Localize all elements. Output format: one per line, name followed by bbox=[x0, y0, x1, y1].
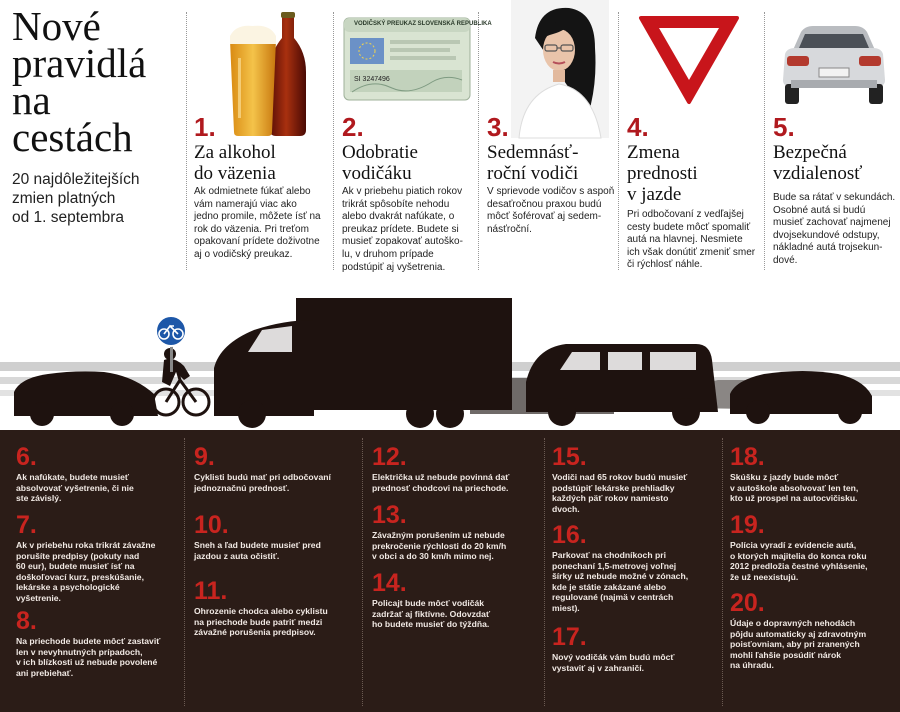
item-heading bbox=[194, 142, 324, 184]
text-line: Vodiči nad 65 rokov budú musieť bbox=[552, 472, 688, 482]
item-number: 4. bbox=[627, 112, 649, 142]
item-body bbox=[487, 186, 621, 236]
item-number: 3. bbox=[487, 112, 509, 142]
text-line: jednoznačnú prednosť. bbox=[194, 482, 290, 493]
body-line: Ak v priebehu piatich rokov bbox=[342, 186, 463, 197]
text-line: o ktorých majitelia do konca roku bbox=[730, 550, 867, 561]
item-text bbox=[16, 540, 182, 604]
item-number: 1. bbox=[194, 112, 216, 142]
body-line: aj o vodičský preukaz. bbox=[194, 248, 293, 260]
item-body bbox=[627, 209, 761, 272]
body-line: cesty budete môcť spomaliť bbox=[627, 221, 751, 233]
item-body bbox=[342, 186, 476, 274]
text-line: Ak v priebehu roka trikrát závažne bbox=[16, 540, 156, 550]
top-item-1 bbox=[188, 0, 328, 290]
rule-item-19 bbox=[730, 512, 894, 582]
text-line: Cyklisti budú mať pri odbočovaní bbox=[194, 472, 331, 482]
text-line: Ak nafúkate, budete musieť bbox=[16, 472, 129, 482]
text-line: len v nevyhnutných prípadoch, bbox=[16, 646, 143, 657]
yield-sign-icon bbox=[637, 14, 741, 106]
text-line: absolvovať vyšetrenie, či nie bbox=[16, 482, 134, 493]
body-line: preukaz prídete. Budete si bbox=[342, 223, 459, 235]
item-number: 10. bbox=[194, 511, 229, 539]
body-line: dové. bbox=[773, 254, 798, 266]
text-line: Ohrozenie chodca alebo cyklistu bbox=[194, 606, 328, 616]
item-number: 17. bbox=[552, 623, 587, 651]
body-line: rok do väzenia. Pri treťom bbox=[194, 223, 309, 235]
text-line: na úhradu. bbox=[730, 660, 774, 671]
top-item-4 bbox=[621, 0, 761, 290]
text-line: Skúšku z jazdy bude môcť bbox=[730, 472, 839, 482]
text-line: Polícia vyradí z evidencie autá, bbox=[730, 540, 857, 550]
road-scene-illustration bbox=[0, 290, 900, 430]
heading-line: prednosti bbox=[627, 163, 698, 184]
text-line: dvoch. bbox=[552, 503, 580, 514]
item-text bbox=[16, 472, 182, 504]
beer-glass-and-bottle-icon bbox=[228, 10, 312, 138]
minivan-windows bbox=[560, 352, 696, 370]
heading-line: v jazde bbox=[627, 184, 682, 205]
bottom-rules-panel bbox=[0, 430, 900, 712]
item-text bbox=[16, 636, 182, 678]
item-text bbox=[194, 606, 354, 638]
body-line: Osobné autá si budú bbox=[773, 204, 866, 216]
rule-item-12 bbox=[372, 444, 536, 493]
bottom-column-3 bbox=[372, 430, 536, 712]
body-line: musieť zopakovať autoško- bbox=[342, 236, 463, 248]
item-number: 18. bbox=[730, 443, 765, 471]
car-rear-view-icon bbox=[781, 24, 887, 106]
bottom-column-1 bbox=[16, 430, 182, 712]
body-line: násťroční. bbox=[487, 223, 532, 235]
rule-item-20 bbox=[730, 590, 894, 671]
text-line: miest). bbox=[552, 602, 580, 613]
text-line: 60 eur), budete musieť ísť na bbox=[16, 561, 135, 572]
item-text bbox=[372, 530, 536, 562]
body-line: lu, v druhom prípade bbox=[342, 248, 434, 260]
heading-line: vzdialenosť bbox=[773, 163, 863, 184]
column-divider bbox=[186, 12, 187, 270]
text-line: zadržať aj fiktívne. Odovzdať bbox=[372, 608, 491, 619]
heading-line: Odobratie bbox=[342, 142, 418, 163]
driving-license-card-icon bbox=[344, 18, 492, 100]
item-body bbox=[194, 186, 328, 262]
text-line: Parkovať na chodníkoch pri bbox=[552, 550, 666, 560]
column-divider bbox=[764, 12, 765, 270]
rule-item-14 bbox=[372, 570, 536, 630]
text-line: Električka už nebude povinná dať bbox=[372, 472, 510, 482]
item-number: 19. bbox=[730, 511, 765, 539]
item-number: 20. bbox=[730, 589, 765, 617]
rule-item-7 bbox=[16, 512, 182, 604]
heading-line: do väzenia bbox=[194, 163, 276, 184]
item-text bbox=[552, 652, 716, 673]
rule-item-6 bbox=[16, 444, 182, 504]
item-number: 2. bbox=[342, 112, 364, 142]
top-item-2 bbox=[336, 0, 492, 290]
subtitle-line: zmien platných bbox=[12, 190, 116, 207]
column-divider bbox=[362, 438, 363, 706]
text-line: lekárske a psychologické bbox=[16, 582, 120, 593]
item-number: 8. bbox=[16, 607, 37, 635]
body-line: vám namerajú viac ako bbox=[194, 198, 297, 210]
body-line: Bude sa rátať v sekundách. bbox=[773, 192, 896, 203]
title-block bbox=[12, 3, 187, 227]
body-line: Ak odmietnete fúkať alebo bbox=[194, 186, 311, 197]
item-heading bbox=[342, 142, 472, 184]
item-number: 5. bbox=[773, 112, 795, 142]
body-line: podstúpiť aj vyšetrenia. bbox=[342, 261, 446, 273]
column-divider bbox=[544, 438, 545, 706]
bottom-column-2 bbox=[194, 430, 354, 712]
item-number: 14. bbox=[372, 569, 407, 597]
item-text bbox=[730, 472, 894, 504]
title-line: pravidlá bbox=[12, 40, 147, 86]
item-text bbox=[552, 472, 716, 514]
title-line: na bbox=[12, 77, 51, 123]
text-line: 2012 predložia čestné vyhlásenie, bbox=[730, 561, 868, 572]
top-item-3 bbox=[481, 0, 619, 290]
item-text bbox=[730, 618, 894, 671]
item-number: 6. bbox=[16, 443, 37, 471]
text-line: Údaje o dopravných nehodách bbox=[730, 618, 856, 628]
text-line: podstúpiť lekárske prehliadky bbox=[552, 482, 675, 493]
license-header-text: VODIČSKÝ PREUKAZ SLOVENSKÁ REPUBLIKA bbox=[354, 21, 492, 27]
item-number: 7. bbox=[16, 511, 37, 539]
text-line: kde je státie zakázané alebo bbox=[552, 581, 667, 592]
column-divider bbox=[618, 12, 619, 270]
text-line: Na priechode budete môcť zastaviť bbox=[16, 636, 161, 646]
body-line: či rýchlosť náhle. bbox=[627, 259, 703, 271]
heading-line: roční vodiči bbox=[487, 163, 579, 184]
item-number: 11. bbox=[194, 577, 228, 605]
text-line: regulované (najmä v centrách bbox=[552, 592, 674, 603]
body-line: Pri odbočovaní z vedľajšej bbox=[627, 209, 744, 220]
car-silhouette-right bbox=[730, 371, 872, 424]
page-title bbox=[12, 3, 187, 160]
item-text bbox=[194, 472, 354, 493]
bottom-column-4 bbox=[552, 430, 716, 712]
rule-item-10 bbox=[194, 512, 354, 561]
text-line: vyšetrenie. bbox=[16, 592, 61, 603]
item-body bbox=[773, 192, 900, 268]
text-line: šírky už nebude možné v zónach, bbox=[552, 571, 689, 582]
text-line: ho budete musieť do týždňa. bbox=[372, 619, 490, 630]
item-text bbox=[372, 472, 536, 493]
page-subtitle bbox=[12, 170, 187, 227]
item-heading bbox=[773, 142, 899, 184]
text-line: prednosť chodcovi na priechode. bbox=[372, 482, 509, 493]
body-line: V sprievode vodičov s aspoň bbox=[487, 186, 615, 197]
text-line: Sneh a ľad budete musieť pred bbox=[194, 540, 321, 550]
body-line: autá na hlavnej. Nesmiete bbox=[627, 234, 743, 246]
body-line: alebo dvakrát nafúkate, o bbox=[342, 211, 455, 223]
item-text bbox=[552, 550, 716, 614]
body-line: opakovaní prídete doživotne bbox=[194, 236, 320, 248]
license-number: SI 3247496 bbox=[354, 76, 390, 83]
text-line: že už neexistujú. bbox=[730, 571, 799, 582]
title-line: cestách bbox=[12, 114, 133, 160]
rule-item-8 bbox=[16, 608, 182, 678]
rule-item-17 bbox=[552, 624, 716, 673]
text-line: Nový vodičák vám budú môcť bbox=[552, 652, 675, 662]
text-line: každých päť rokov namiesto bbox=[552, 493, 669, 504]
text-line: pôjdu automaticky aj zdravotným bbox=[730, 628, 867, 639]
rule-item-9 bbox=[194, 444, 354, 493]
rule-item-18 bbox=[730, 444, 894, 504]
column-divider bbox=[722, 438, 723, 706]
text-line: závažné porušenia predpisov. bbox=[194, 627, 316, 638]
heading-line: vodičáku bbox=[342, 163, 412, 184]
text-line: ponechaní 1,5-metrovej voľnej bbox=[552, 560, 677, 571]
young-woman-photo bbox=[511, 0, 609, 138]
heading-line: Bezpečná bbox=[773, 142, 847, 163]
text-line: poisťovniam, aby pri zranených bbox=[730, 639, 860, 650]
body-line: desaťročnou praxou budú bbox=[487, 198, 602, 210]
item-heading bbox=[487, 142, 617, 184]
text-line: v ich blízkosti už nebude povolené bbox=[16, 657, 158, 668]
text-line: kto už prospel na autocvičisku. bbox=[730, 493, 858, 504]
column-divider bbox=[478, 12, 479, 270]
heading-line: Zmena bbox=[627, 142, 680, 163]
truck-silhouette bbox=[214, 298, 512, 428]
subtitle-line: od 1. septembra bbox=[12, 209, 125, 226]
item-number: 13. bbox=[372, 501, 407, 529]
item-text bbox=[194, 540, 354, 561]
bottom-column-5 bbox=[730, 430, 894, 712]
column-divider bbox=[333, 12, 334, 270]
item-number: 12. bbox=[372, 443, 407, 471]
body-line: jedno promile, môžete ísť na bbox=[194, 211, 321, 223]
subtitle-line: 20 najdôležitejších bbox=[12, 171, 140, 188]
text-line: vystaviť aj v zahraničí. bbox=[552, 662, 645, 673]
item-heading bbox=[627, 142, 757, 205]
body-line: dvojsekundové odstupy, bbox=[773, 229, 880, 241]
item-number: 16. bbox=[552, 521, 587, 549]
column-divider bbox=[184, 438, 185, 706]
text-line: doškoľovací kurz, preskúšanie, bbox=[16, 571, 144, 582]
heading-line: Za alkohol bbox=[194, 142, 276, 163]
rule-item-16 bbox=[552, 522, 716, 614]
item-number: 15. bbox=[552, 443, 587, 471]
body-line: trikrát spôsobíte nehodu bbox=[342, 198, 450, 210]
body-line: ich však donútiť zmeniť smer bbox=[627, 246, 756, 258]
text-line: na priechode bude patriť medzi bbox=[194, 616, 323, 627]
item-text bbox=[730, 540, 894, 582]
text-line: v obci a do 30 km/h mimo nej. bbox=[372, 551, 494, 562]
body-line: môcť šoférovať aj sedem- bbox=[487, 211, 602, 223]
rule-item-11 bbox=[194, 578, 354, 638]
title-line: Nové bbox=[12, 3, 101, 49]
text-line: Závažným porušením už nebude bbox=[372, 530, 505, 540]
body-line: musieť zachovať najmenej bbox=[773, 217, 891, 229]
text-line: prekročenie rýchlosti do 20 km/h bbox=[372, 540, 507, 551]
text-line: porušíte predpisy (pokuty nad bbox=[16, 550, 140, 561]
rule-item-15 bbox=[552, 444, 716, 514]
text-line: v autoškole absolvovať len ten, bbox=[730, 482, 859, 493]
text-line: ani prebiehať. bbox=[16, 667, 74, 678]
text-line: Policajt bude môcť vodičák bbox=[372, 598, 485, 608]
item-text bbox=[372, 598, 536, 630]
rule-item-13 bbox=[372, 502, 536, 562]
body-line: nákladné autá trojsekun- bbox=[773, 242, 883, 254]
top-item-5 bbox=[767, 0, 900, 290]
text-line: ste závislý. bbox=[16, 493, 62, 504]
heading-line: Sedemnásť- bbox=[487, 142, 579, 163]
item-number: 9. bbox=[194, 443, 215, 471]
text-line: mohli ľahšie posúdiť nárok bbox=[730, 649, 842, 660]
text-line: jazdou z auta očistiť. bbox=[194, 550, 280, 561]
